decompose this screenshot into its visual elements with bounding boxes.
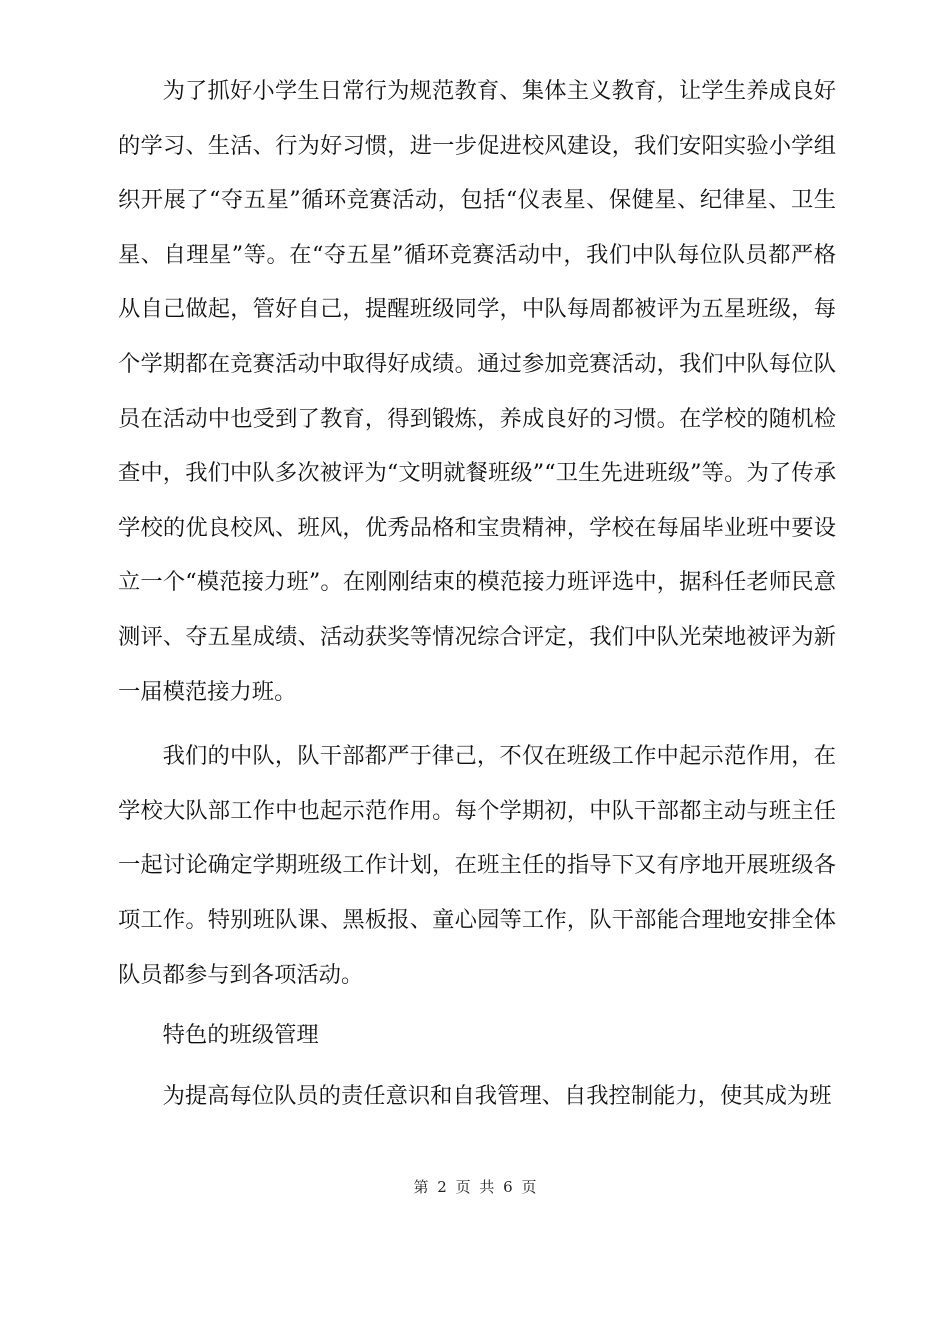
page-footer: 第 2 页 共 6 页	[413, 1178, 537, 1196]
section-heading-class-management: 特色的班级管理	[162, 1022, 319, 1049]
paragraph-responsibility: 为提高每位队员的责任意识和自我管理、自我控制能力，使其成为班	[162, 1082, 832, 1109]
paragraph-five-star-competition: 为了抓好小学生日常行为规范教育、集体主义教育，让学生养成良好的学习、生活、行为好习惯，进一步促进校风建设，我们安阳实验小学组织开展了“夺五星”循环竞赛活动，包括“仪表星、保健星、纪律星、卫生星、自理星”等。在“夺五星”循环竞赛活动中，我们中队每位队员都严格从自己做起，管好自己，提醒班级同学，中队每周都被评为五星班级，每个学期都在竞赛活动中取得好成绩。通过参加竞赛活动，我们中队每位队员在活动中也受到了教育，得到锻炼，养成良好的习惯。在学校的随机检查中，我们中队多次被评为“文明就餐班级”“卫生先进班级”等。为了传承学校的优良校风、班风，优秀品格和宝贵精神，学校在每届毕业班中要设立一个“模范接力班”。在刚刚结束的模范接力班评选中，据科任老师民意测评、夺五星成绩、活动获奖等情况综合评定，我们中队光荣地被评为新一届模范接力班。	[118, 78, 836, 705]
document-body	[118, 64, 836, 1123]
paragraph-squad-leaders: 我们的中队，队干部都严于律己，不仅在班级工作中起示范作用，在学校大队部工作中也起示范作用。每个学期初，中队干部都主动与班主任一起讨论确定学期班级工作计划，在班主任的指导下又有序地开展班级各项工作。特别班队课、黑板报、童心园等工作，队干部能合理地安排全体队员都参与到各项活动。	[118, 743, 836, 988]
